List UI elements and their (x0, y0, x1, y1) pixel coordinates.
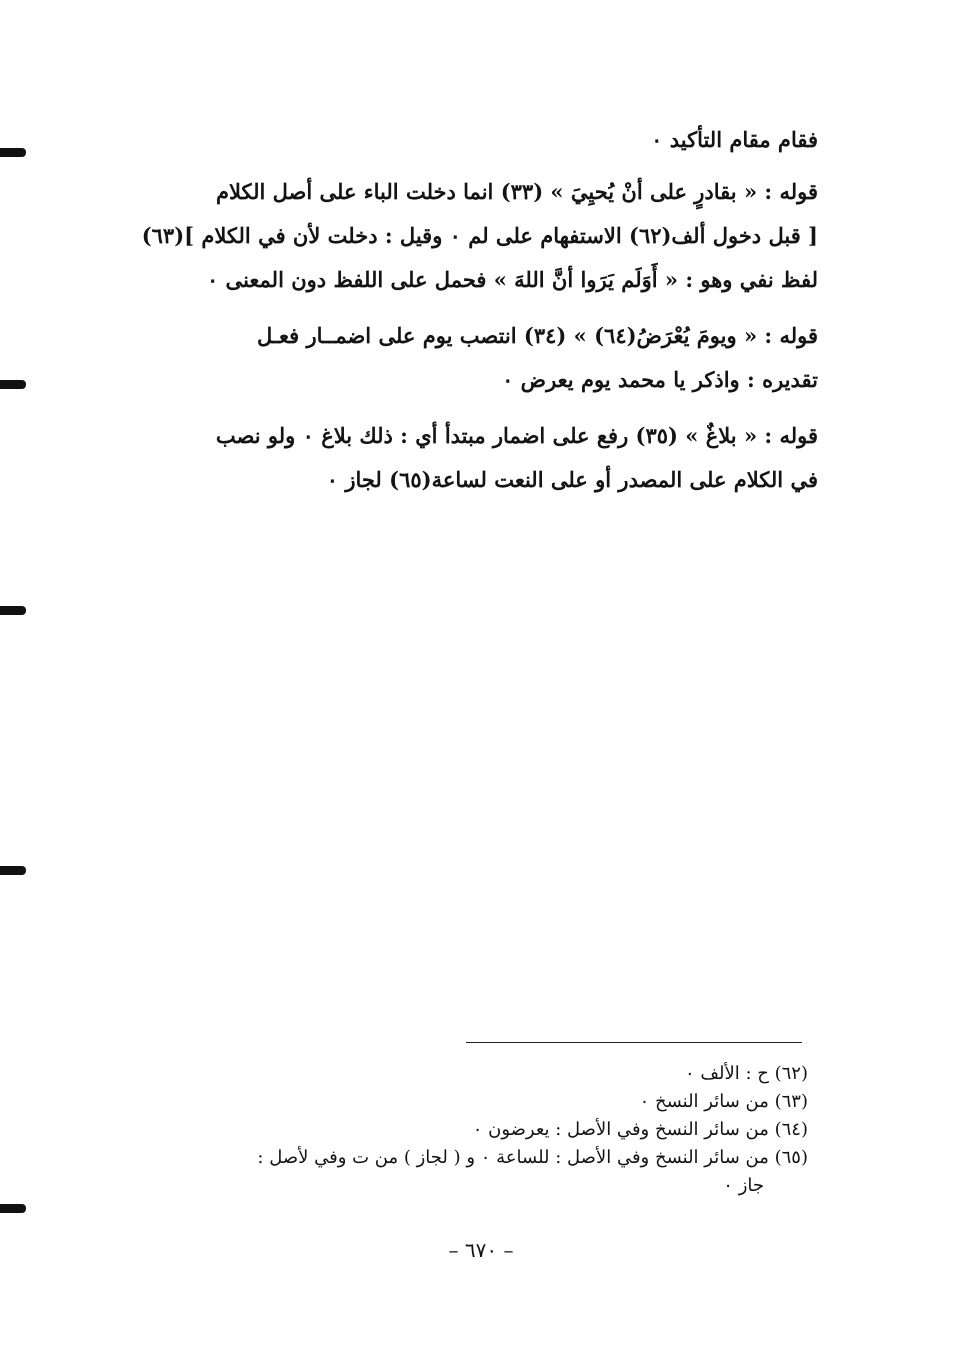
text-line: قوله : « بلاغٌ » (٣٥) رفع على اضمار مبتدأ أي : ذلك بلاغ ٠ ولو نصب (215, 423, 818, 448)
footnotes (118, 1060, 808, 1200)
footnote (118, 1144, 808, 1172)
footnote (118, 1060, 808, 1088)
footnote-text: ح : الألف ٠ (684, 1063, 769, 1084)
footnote-text: من سائر النسخ ٠ (639, 1091, 769, 1112)
binding-mark (0, 606, 26, 615)
binding-mark (0, 380, 26, 389)
footnote-text: من سائر النسخ وفي الأصل : يعرضون ٠ (472, 1119, 769, 1140)
binding-mark (0, 866, 26, 875)
text-line: قوله : « بقادرٍ على أنْ يُحيِيَ » (٣٣) انما دخلت الباء على أصل الكلام (215, 179, 818, 204)
binding-mark (0, 148, 26, 157)
footnote-number: (٦٢) (774, 1063, 808, 1084)
footnote-continuation: جاز ٠ (723, 1175, 764, 1196)
paragraph (118, 170, 818, 302)
footnote-text: من سائر النسخ وفي الأصل : للساعة ٠ و ( لجاز ) من ت وفي لأصل : (257, 1147, 769, 1168)
page-number: – ٦٧٠ – (448, 1238, 514, 1262)
text-line: قوله : « ويومَ يُعْرَضُ(٦٤) » (٣٤) انتصب يوم على اضمــار فعـل (256, 323, 818, 348)
binding-mark (0, 1204, 26, 1213)
footnote (118, 1116, 808, 1144)
footnote-number: (٦٣) (774, 1091, 808, 1112)
heading-line: فقام مقام التأكيد ٠ (651, 127, 818, 152)
paragraph (118, 414, 818, 502)
text-line: [ قبل دخول ألف(٦٢) الاستفهام على لم ٠ وقيل : دخلت لأن في الكلام ](٦٣) (141, 223, 818, 248)
footnote-number: (٦٤) (774, 1119, 808, 1140)
main-text (118, 118, 818, 502)
text-line: لفظ نفي وهو : « أَوَلَم يَرَوا أنَّ اللهَ » فحمل على اللفظ دون المعنى ٠ (206, 267, 818, 292)
text-line: تقديره : واذكر يا محمد يوم يعرض ٠ (502, 367, 818, 392)
footnote-number: (٦٥) (774, 1147, 808, 1168)
footnote (118, 1088, 808, 1116)
text-line: في الكلام على المصدر أو على النعت لساعة(٦٥) لجاز ٠ (326, 467, 818, 492)
paragraph (118, 314, 818, 402)
footnote-divider (466, 1042, 802, 1043)
